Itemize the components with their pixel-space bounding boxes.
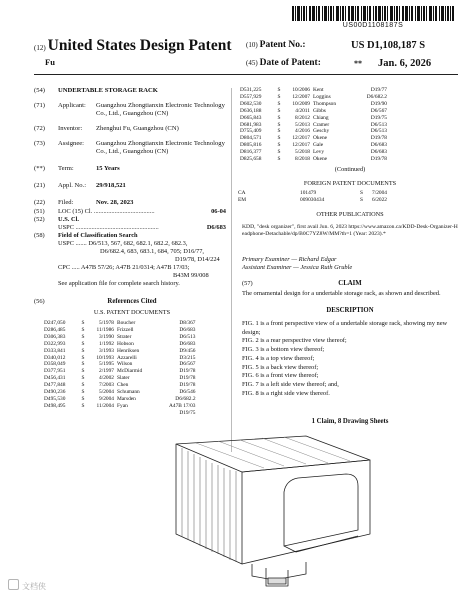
foreign-country: CA [238,190,246,196]
reference-s: S [81,402,85,409]
inid-code: (72) [34,125,45,132]
reference-cls: D6/683 [370,142,387,149]
date-of-patent: Jan. 6, 2026 [378,58,432,69]
reference-date: 10/2009 [292,100,310,107]
reference-name: Boucher [117,320,136,326]
watermark [8,579,46,592]
other-pubs-text: KDD, "desk organizer", first avail Jun. 6, 2023 https://www.amazon.ca/KDD-Desk-Organizer-Headphone-Detachable/dp/B0C7YZ8W/MM?th=1 (Year: 2023).* [242,224,458,238]
reference-cls: D6/567 [370,107,387,114]
patent-number: US D1,108,187 S [351,40,426,51]
reference-no: D286,485 [44,326,66,333]
publication-title: United States Design Patent [47,37,232,54]
reference-s: S [81,347,85,354]
loc-label: LOC (15) Cl. ...................................... [58,208,155,215]
reference-cls: D6/513 [370,121,387,128]
reference-row [44,396,196,403]
assignee-value: Guangzhou Zhongtianxin Electronic Technology Co., Ltd., Guangzhou (CN) [96,140,225,156]
patent-number-label: Patent No.: [259,40,306,50]
reference-row [44,355,196,362]
reference-s: S [277,93,281,100]
field-term [34,165,230,174]
claim-text: The ornamental design for a undertable storage rack, as shown and described. [242,290,441,297]
reference-no: D665,843 [240,114,262,121]
field-label: Term: [58,165,74,172]
foreign-row [238,190,412,197]
see-application: See application file for complete search history. [58,280,180,287]
reference-row [44,403,196,410]
inid-code: (57) [242,280,253,287]
reference-row [44,348,196,355]
reference-no: D490,236 [44,389,66,396]
inid-code: (22) [34,199,45,206]
reference-no: D306,383 [44,333,66,340]
reference-no: D247,050 [44,320,66,326]
barcode-number: US00D1108187S [342,22,404,29]
reference-cls: D19/78 [179,368,196,375]
reference-cls: D8/367 [179,320,196,326]
figure-description: FIG. 2 is a rear perspective view thereof; [242,337,347,345]
reference-no: D636,188 [240,107,262,114]
search-uspc-2: D6/682.4, 683, 683.1, 684, 705; D16/77, [100,248,205,255]
reference-no [44,410,78,417]
reference-date: 4/2016 [295,128,310,135]
barcode-image [292,6,454,21]
figure-description: FIG. 8 is a right side view thereof. [242,389,330,397]
reference-no: D816,377 [240,149,262,156]
reference-no: D340,012 [44,354,66,361]
design-title: UNDERTABLE STORAGE RACK [58,87,158,94]
reference-s: S [81,368,85,375]
reference-date: 1/1992 [99,340,114,347]
reference-cls: D6/567 [179,361,196,368]
reference-date: 4/2002 [99,375,114,382]
reference-row [44,382,196,389]
inventor-surname: Fu [45,57,55,67]
figure-list [242,320,458,398]
reference-s: S [277,156,281,163]
reference-no: D602,530 [240,100,262,107]
reference-row [240,135,387,142]
inid-code: (54) [34,87,45,94]
reference-name: Azzarelli [117,354,137,361]
foreign-no: 009030434 [300,196,325,203]
field-assignee [34,140,230,158]
reference-name: Henriksen [117,347,140,354]
figure-description: FIG. 5 is a back view thereof; [242,363,319,371]
field-filed [34,199,230,208]
reference-s: S [81,361,85,368]
reference-row [240,122,387,129]
term-value: 15 Years [96,165,120,172]
reference-date: 12/2017 [292,135,310,142]
reference-name: Okene [313,156,328,163]
assistant-examiner: Assistant Examiner — Jessica Ruth Gruble [242,264,353,271]
inid-code: (12) [34,44,46,52]
reference-name: Wilson [117,361,133,368]
reference-cls: D19/78 [370,156,387,163]
reference-row [240,87,387,94]
reference-row [240,156,387,163]
reference-s: S [81,375,85,382]
foreign-docs-table [238,190,412,204]
reference-no: D322,993 [44,340,66,347]
reference-s: S [277,100,281,107]
figure-description: FIG. 6 is a front view thereof; [242,372,319,380]
reference-date: 11/2004 [96,402,114,409]
reference-row [44,410,196,417]
reference-no: D804,571 [240,135,262,142]
uspc-label: USPC .................................................... [58,224,159,231]
reference-date: 11/1986 [96,326,114,333]
reference-no: D755,409 [240,128,262,135]
us-patent-docs-heading: U.S. PATENT DOCUMENTS [93,309,171,316]
reference-name: Thompson [313,100,337,107]
reference-date: 7/2003 [99,382,114,389]
filed-value: Nov. 28, 2023 [96,199,134,206]
reference-date: 5/1978 [99,320,114,326]
reference-name: Strater [117,333,132,340]
reference-date: 10/1993 [96,354,114,361]
figure-description: FIG. 3 is a bottom view thereof; [242,346,325,354]
reference-s: S [277,87,281,93]
reference-date: 12/2017 [292,142,310,149]
reference-cls: D6/683 [179,326,196,333]
header-rule [34,74,458,75]
watermark-text: 文档侠 [22,582,46,591]
reference-name: Loggins [313,93,331,100]
field-label: Assignee: [58,140,85,147]
uspc-value: D6/683 [206,224,226,231]
reference-name: Fyan [117,402,128,409]
inid-code: (58) [34,232,45,239]
search-uspc-3: D19/78, D14/224 [175,256,220,263]
inid-code: (10) [246,41,258,49]
reference-date: 8/2018 [295,156,310,163]
reference-cls: D19/75 [179,409,196,416]
reference-s: S [81,340,85,347]
foreign-no: 101479 [300,190,317,196]
reference-name: Frizzell [117,326,134,333]
reference-date: 8/2012 [295,114,310,121]
search-cpc-2: B43M 99/008 [173,272,209,279]
reference-date: 2/1997 [99,368,114,375]
claim-heading: CLAIM [338,280,362,287]
foreign-row [238,197,412,204]
inid-code: (73) [34,140,45,147]
reference-row [240,128,387,135]
field-title [34,87,230,96]
reference-date: 5/1995 [99,361,114,368]
field-label: Appl. No.: [58,182,87,189]
reference-no: D495,530 [44,395,66,402]
appl-no-value: 29/918,521 [96,182,126,189]
loc-value: 06-04 [211,208,226,215]
reference-cls: A47B 17/03 [169,402,196,409]
reference-name [117,410,169,417]
reference-cls: D6/683 [179,340,196,347]
us-cl-label: U.S. Cl. [58,216,79,223]
reference-no: D477,848 [44,382,66,389]
reference-s: S [277,135,281,142]
reference-s: S [277,121,281,128]
date-of-patent-line [246,58,432,69]
reference-date: 4/2011 [295,107,310,114]
field-applicant [34,102,230,120]
reference-row [44,375,196,382]
inid-code: (71) [34,102,45,109]
reference-cls: D6/513 [179,333,196,340]
references-table-left [44,320,196,417]
reference-cls: D19/78 [179,375,196,382]
reference-cls: D19/90 [370,100,387,107]
reference-row [44,389,196,396]
reference-row [240,149,387,156]
reference-name: Chen [117,382,129,389]
reference-name: Schumann [117,389,140,396]
foreign-date: 7/2004 [372,190,387,196]
reference-cls: D6/546 [179,389,196,396]
references-table-right [240,87,387,163]
reference-row [240,108,387,115]
reference-no: D358,049 [44,361,66,368]
reference-s: S [81,333,85,340]
reference-date: 3/1990 [99,333,114,340]
reference-name: McDiarmid [117,368,143,375]
reference-row [240,142,387,149]
reference-cls: D19/78 [179,382,196,389]
foreign-docs-heading: FOREIGN PATENT DOCUMENTS [303,180,397,187]
reference-name: Levy [313,149,325,156]
reference-no: D377,951 [44,368,66,375]
reference-row [240,101,387,108]
reference-s: S [277,107,281,114]
reference-cls: D19/75 [370,114,387,121]
reference-cls: D6/682.2 [175,395,196,402]
inid-code: (**) [34,165,45,172]
reference-s: S [277,142,281,149]
column-separator [231,88,232,452]
other-pubs-heading: OTHER PUBLICATIONS [316,211,384,218]
reference-no: D498,495 [44,402,66,409]
reference-row [44,341,196,348]
reference-no: D531,225 [240,87,262,93]
inid-code: (52) [34,216,45,223]
reference-s: S [277,149,281,156]
reference-s: S [81,354,85,361]
reference-s: S [81,382,85,389]
reference-date: 10/2006 [292,87,310,93]
inid-code: (56) [34,298,45,305]
loc-classification [34,208,230,216]
description-heading: DESCRIPTION [326,307,374,314]
field-of-search-label: Field of Classification Search [58,232,138,239]
reference-name: Cramer [313,121,330,128]
reference-no: D456,431 [44,375,66,382]
reference-date: 5/2004 [99,389,114,396]
inid-code: (21) [34,182,45,189]
reference-row [240,115,387,122]
patent-number-line [246,40,426,51]
continued-label: (Continued) [334,166,366,173]
figure-description: FIG. 1 is a front perspective view of a undertable storage rack, showing my new design; [242,320,448,336]
uspc-line [58,224,230,232]
reference-row [44,368,196,375]
reference-name: Slater [117,375,130,382]
reference-row [44,361,196,368]
inid-code: (51) [34,208,45,215]
figure-description: FIG. 7 is a left side view thereof; and, [242,380,339,388]
reference-name: Geschy [313,128,330,135]
reference-cls: D19/78 [370,135,387,142]
watermark-icon [8,579,19,590]
reference-cls: D9/456 [179,347,196,354]
reference-date: 3/1993 [99,347,114,354]
reference-date [88,410,117,417]
search-cpc: CPC ..... A47B 57/26; A47B 21/0314; A47B 17/03; [58,264,190,271]
term-star: ** [354,59,362,68]
foreign-s: S [360,196,363,203]
reference-no: D825,658 [240,156,262,163]
claims-count: 1 Claim, 8 Drawing Sheets [311,418,389,425]
inid-code: (45) [246,59,258,67]
reference-name: Okene [313,135,328,142]
reference-no: D557,929 [240,93,262,100]
applicant-value: Guangzhou Zhongtianxin Electronic Technology Co., Ltd., Guangzhou (CN) [96,102,225,118]
reference-row [44,327,196,334]
search-uspc: USPC ....... D6/513, 567, 682, 682.1, 682.2, 682.3, [58,240,188,247]
reference-name: Kent [313,87,324,93]
foreign-s: S [360,190,363,196]
inventor-value: Zhenghui Fu, Guangzhou (CN) [96,125,179,132]
reference-s [78,410,88,417]
field-label: Filed: [58,199,74,206]
reference-row [240,94,387,101]
reference-s: S [81,395,85,402]
reference-cls: D6/682.2 [366,93,387,100]
us-classification [34,216,230,224]
reference-date: 5/2013 [295,121,310,128]
field-of-search [34,232,230,240]
reference-s: S [81,326,85,333]
reference-no: D805,816 [240,142,262,149]
reference-row [44,320,196,327]
reference-name: Gibbs [313,107,326,114]
date-of-patent-label: Date of Patent: [259,58,321,68]
reference-s: S [81,320,85,326]
field-inventor [34,125,230,134]
reference-cls: D19/77 [370,87,387,93]
field-label: Inventor: [58,125,83,132]
pub-header [34,37,232,55]
reference-cls: D6/683 [370,149,387,156]
reference-s: S [277,128,281,135]
reference-s: S [277,114,281,121]
reference-name: Gale [313,142,324,149]
reference-name: Marsden [117,395,136,402]
references-heading: References Cited [107,298,157,305]
field-appl-no [34,182,230,191]
reference-date: 12/2007 [292,93,310,100]
reference-no: D333,841 [44,347,66,354]
reference-name: Hobson [117,340,134,347]
reference-name: Chiang [313,114,329,121]
design-drawing [156,430,382,588]
field-label: Applicant: [58,102,86,109]
foreign-country: EM [238,196,247,203]
reference-cls: D3/215 [179,354,196,361]
reference-s: S [81,389,85,396]
primary-examiner: Primary Examiner — Richard Edgar [242,256,337,263]
reference-row [44,334,196,341]
reference-cls: D6/513 [370,128,387,135]
reference-date: 9/2004 [99,395,114,402]
figure-description: FIG. 4 is a top view thereof; [242,354,315,362]
reference-no: D681,983 [240,121,262,128]
foreign-date: 6/2022 [372,196,387,203]
reference-date: 5/2018 [295,149,310,156]
